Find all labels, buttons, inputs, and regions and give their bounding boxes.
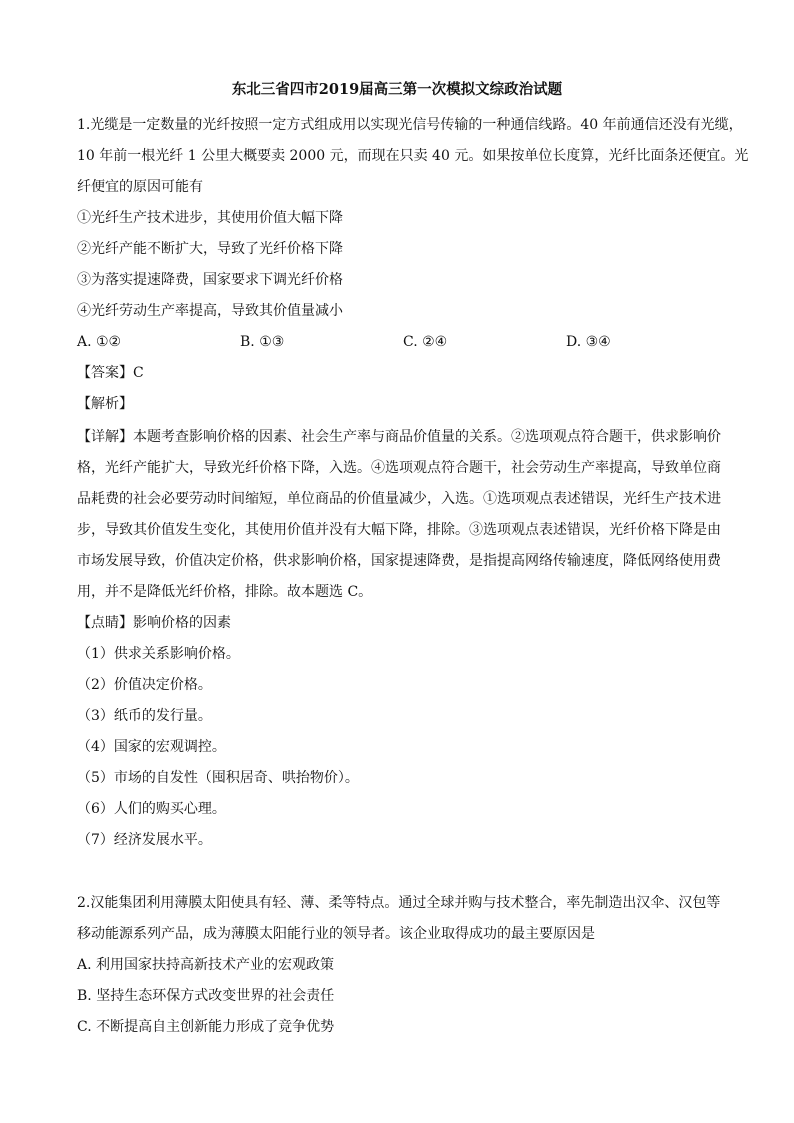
q2-option-c: C. 不断提高自主创新能力形成了竞争优势 — [77, 1019, 335, 1035]
q1-stem-line-2: 10 年前一根光纤 1 公里大概要卖 2000 元，而现在只卖 40 元。如果按单位长度算，光纤比面条还便宜。光 — [77, 148, 749, 164]
q1-statement-2: ②光纤产能不断扩大，导致了光纤价格下降 — [77, 241, 343, 257]
q1-factor-7: （7）经济发展水平。 — [77, 832, 212, 848]
q1-stem-line-1: 1.光缆是一定数量的光纤按照一定方式组成用以实现光信号传输的一种通信线路。40 年前通信还没有光缆， — [77, 117, 743, 133]
q1-statement-3: ③为落实提速降费，国家要求下调光纤价格 — [77, 272, 343, 288]
q1-factor-4: （4）国家的宏观调控。 — [77, 739, 226, 755]
q1-analysis-label: 【解析】 — [77, 396, 133, 412]
q1-option-d: D. ③④ — [566, 334, 611, 350]
q1-factor-3: （3）纸币的发行量。 — [77, 708, 212, 724]
q1-factor-5: （5）市场的自发性（囤积居奇、哄抬物价）。 — [77, 770, 359, 786]
q1-tip-title: 【点睛】影响价格的因素 — [77, 615, 231, 631]
q1-explanation-line-1: 【详解】本题考查影响价格的因素、社会生产率与商品价值量的关系。②选项观点符合题干，供求影响价 — [77, 429, 721, 445]
document-title: 东北三省四市2019届高三第一次模拟文综政治试题 — [231, 81, 563, 98]
q1-factor-6: （6）人们的购买心理。 — [77, 801, 226, 817]
q2-option-a: A. 利用国家扶持高新技术产业的宏观政策 — [77, 957, 335, 973]
q2-stem-line-1: 2.汉能集团利用薄膜太阳使具有轻、薄、柔等特点。通过全球并购与技术整合，率先制造出汉伞、汉包等 — [77, 895, 721, 911]
q1-explanation-line-5: 市场发展导致，价值决定价格，供求影响价格，国家提速降费，是指提高网络传输速度，降低网络使用费 — [77, 553, 721, 569]
q1-explanation-line-4: 步，导致其价值发生变化，其使用价值并没有大幅下降，排除。③选项观点表述错误，光纤价格下降是由 — [77, 522, 721, 538]
q1-factor-2: （2）价值决定价格。 — [77, 677, 212, 693]
q1-stem-line-3: 纤便宜的原因可能有 — [77, 179, 203, 195]
q1-explanation-line-2: 格，光纤产能扩大，导致光纤价格下降，入选。④选项观点符合题干，社会劳动生产率提高，导致单位商 — [77, 460, 721, 476]
q1-statement-4: ④光纤劳动生产率提高，导致其价值量减小 — [77, 303, 343, 319]
q2-stem-line-2: 移动能源系列产品，成为薄膜太阳能行业的领导者。该企业取得成功的最主要原因是 — [77, 926, 595, 942]
q1-option-a: A. ①② — [77, 334, 122, 350]
q1-option-b: B. ①③ — [240, 334, 285, 350]
q1-explanation-line-6: 用，并不是降低光纤价格，排除。故本题选 C。 — [77, 584, 373, 600]
q1-factor-1: （1）供求关系影响价格。 — [77, 646, 240, 662]
q1-option-c: C. ②④ — [403, 334, 448, 350]
q2-option-b: B. 坚持生态环保方式改变世界的社会责任 — [77, 988, 335, 1004]
q1-explanation-line-3: 品耗费的社会必要劳动时间缩短，单位商品的价值量减少，入选。①选项观点表述错误，光纤生产技术进 — [77, 491, 721, 507]
q1-statement-1: ①光纤生产技术进步，其使用价值大幅下降 — [77, 210, 343, 226]
q1-answer: 【答案】C — [77, 365, 144, 381]
